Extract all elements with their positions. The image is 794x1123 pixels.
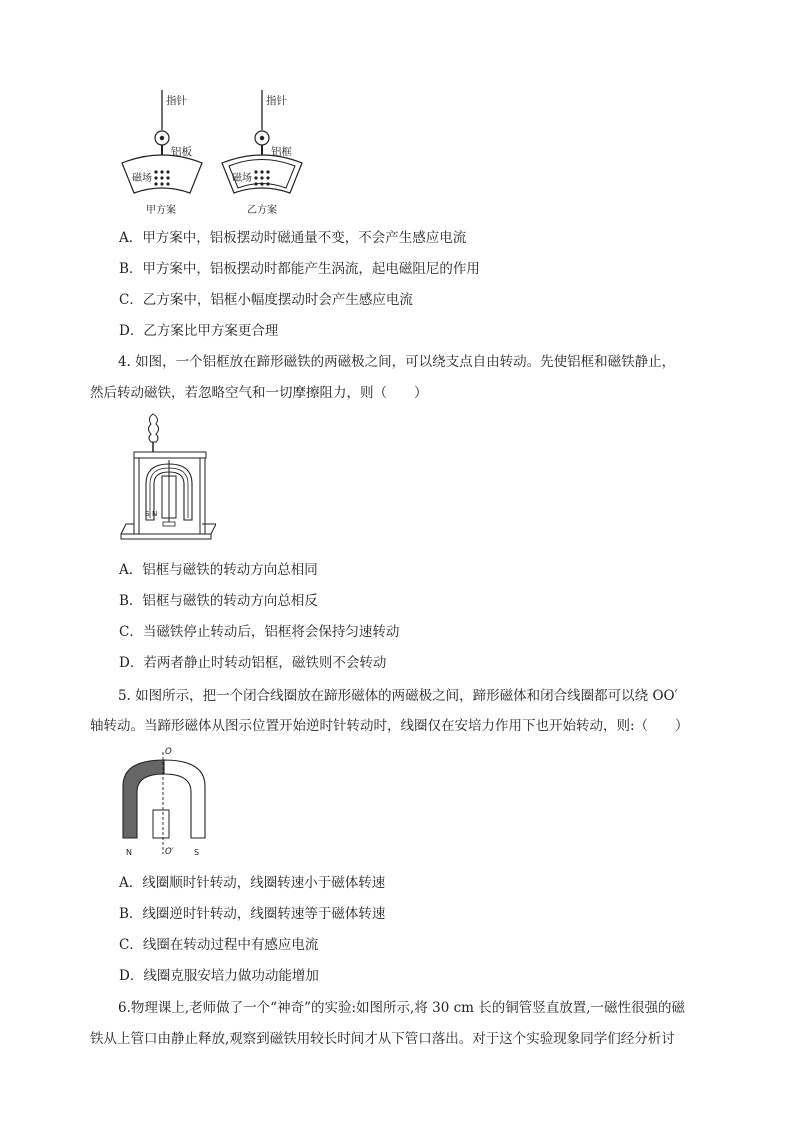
q3-option-d: D．乙方案比甲方案更合理: [119, 323, 279, 339]
q6-stem-line1: 6.物理课上,老师做了一个“神奇”的实验:如图所示,将 30 cm 长的铜管竖直放置,一磁性很强的磁: [118, 1000, 686, 1016]
q5-option-a: A．线圈顺时针转动，线圈转速小于磁体转速: [119, 875, 386, 891]
pole-n-label: N: [126, 848, 132, 857]
field-label-b: 磁场: [232, 173, 252, 184]
q4-stem-line1: 4. 如图，一个铝框放在蹄形磁铁的两磁极之间，可以绕支点自由转动。先使铝框和磁铁静止，: [118, 354, 676, 370]
q3-option-a: A．甲方案中，铝板摆动时磁通量不变，不会产生感应电流: [119, 230, 467, 246]
scheme-a-diagram: [122, 90, 202, 216]
q5-option-b: B．线圈逆时针转动，线圈转速等于磁体转速: [119, 906, 386, 922]
pendulum-figure: [110, 85, 320, 220]
q4-option-d: D．若两者静止时转动铝框，磁铁则不会转动: [119, 655, 387, 671]
scheme-b-caption: 乙方案: [247, 205, 277, 216]
magnet-pole-n-label: N: [152, 510, 158, 518]
axis-o-prime-label: O′: [165, 847, 174, 857]
q3-option-b: B．甲方案中，铝板摆动时都能产生涡流，起电磁阻尼的作用: [119, 261, 480, 277]
q4-option-a: A．铝框与磁铁的转动方向总相同: [119, 562, 318, 578]
scheme-b-diagram: [222, 90, 302, 216]
plate-label: 铝板: [171, 146, 192, 158]
q5-stem-line2: 轴转动。当蹄形磁体从图示位置开始逆时针转动时，线圈仅在安培力作用下也开始转动，则:（ ）: [90, 718, 689, 734]
pointer-label-b: 指针: [266, 95, 287, 107]
pole-s-label: S: [194, 848, 200, 857]
q5-option-c: C．线圈在转动过程中有感应电流: [119, 937, 319, 953]
horseshoe-coil-figure: [114, 742, 214, 864]
q6-stem-line2: 铁从上管口由静止释放,观察到磁铁用较长时间才从下管口落出。对于这个实验现象同学们经分析讨: [90, 1031, 675, 1047]
q3-option-c: C．乙方案中，铝框小幅度摆动时会产生感应电流: [119, 292, 413, 308]
q5-stem-line1: 5. 如图所示，把一个闭合线圈放在蹄形磁体的两磁极之间，蹄形磁体和闭合线圈都可以绕 OO′: [118, 688, 678, 704]
q4-option-b: B．铝框与磁铁的转动方向总相反: [119, 593, 318, 609]
magnet-frame-figure: [116, 412, 216, 547]
q5-option-d: D．线圈克服安培力做功动能增加: [119, 968, 319, 984]
q4-stem-line2: 然后转动磁铁，若忽略空气和一切摩擦阻力，则（ ）: [90, 385, 428, 401]
frame-label: 铝框: [271, 146, 292, 158]
pointer-label-a: 指针: [166, 95, 187, 107]
axis-o-label: O: [165, 747, 172, 757]
field-label-a: 磁场: [132, 173, 152, 184]
scheme-a-caption: 甲方案: [146, 205, 176, 216]
magnet-pole-s-label: S: [145, 510, 150, 518]
q4-option-c: C．当磁铁停止转动后，铝框将会保持匀速转动: [119, 624, 400, 640]
